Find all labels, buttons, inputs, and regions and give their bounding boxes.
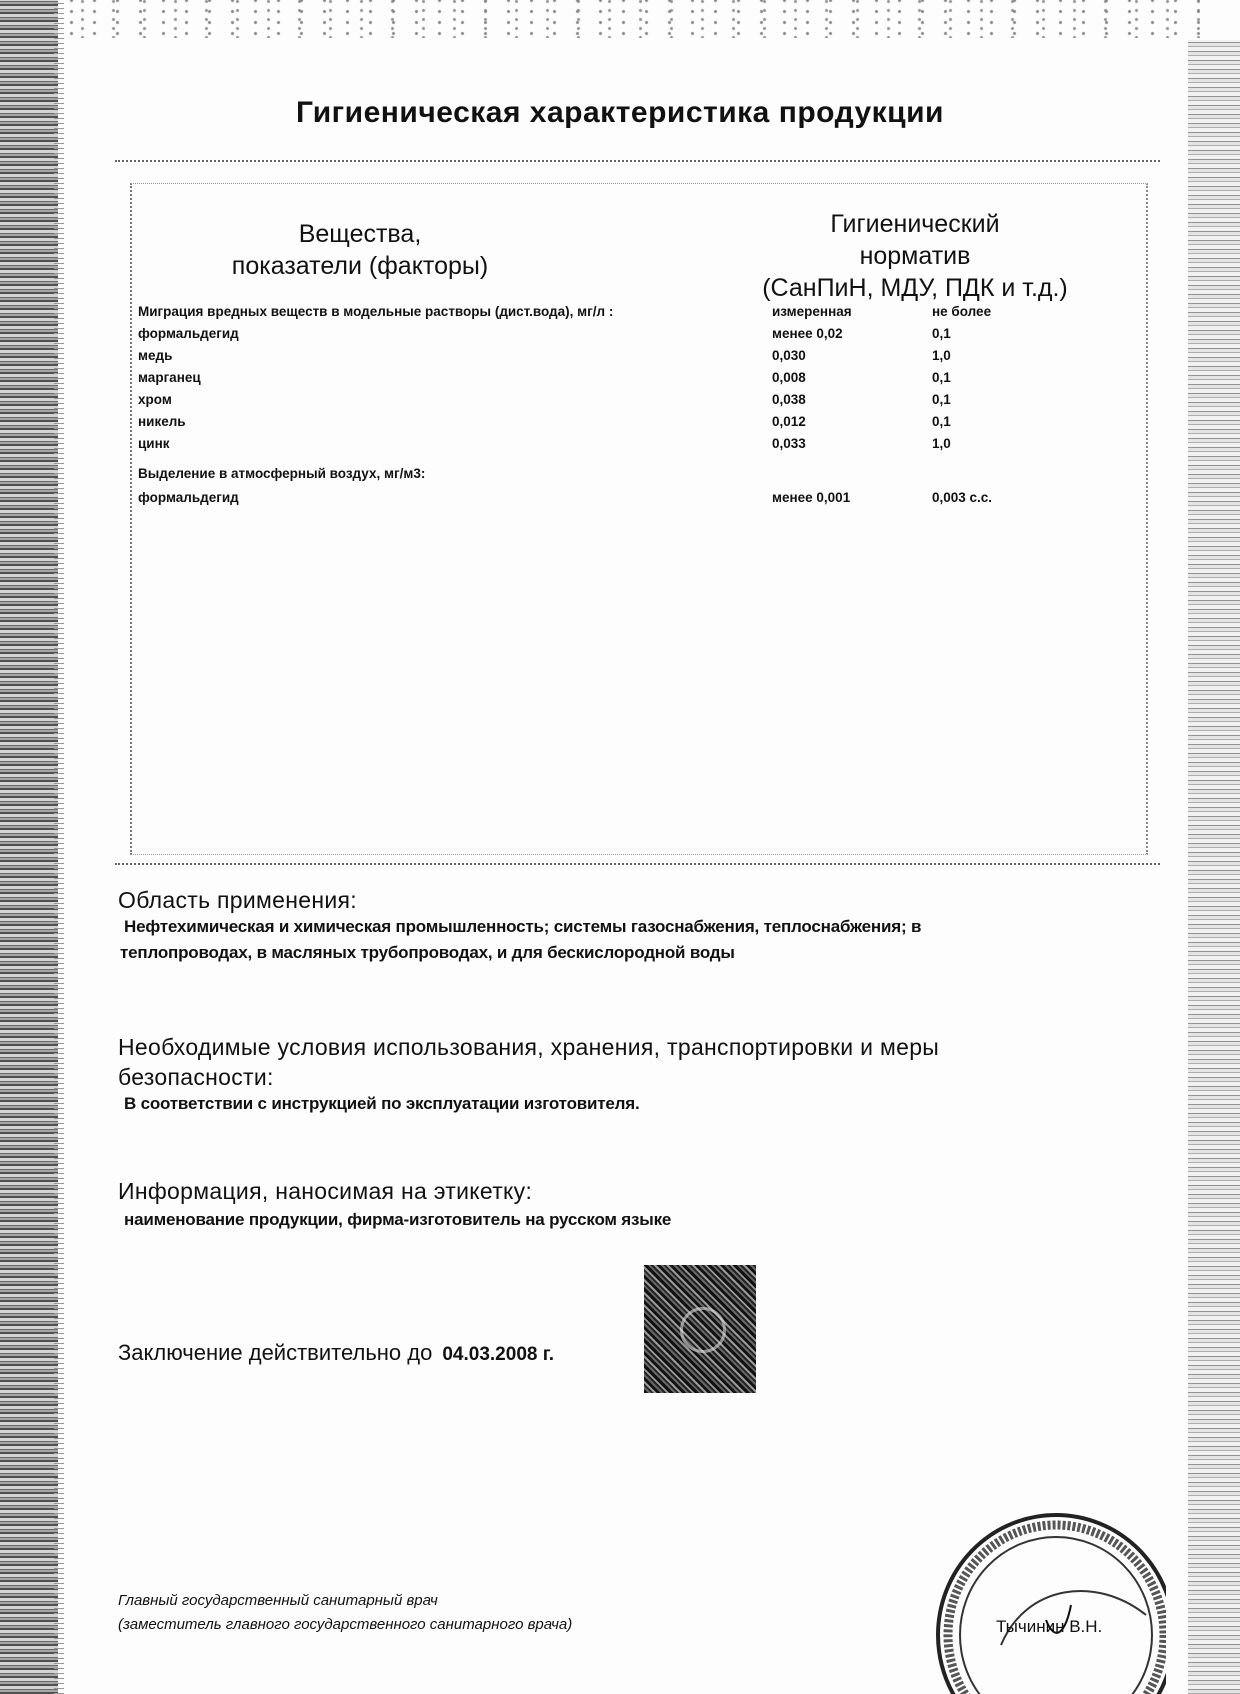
row-substance: цинк (138, 436, 170, 451)
scope-heading: Область применения: (118, 887, 357, 913)
header-right-line-3: (СанПиН, МДУ, ПДК и т.д.) (762, 274, 1068, 302)
table-row (0, 490, 1240, 512)
scan-edge-right (1188, 40, 1240, 1694)
stamp-inner-ring (960, 1537, 1152, 1694)
header-right-line-2: норматив (859, 242, 971, 270)
column-measured: измеренная (772, 304, 852, 319)
validity-statement (118, 1340, 554, 1366)
scan-edge-top (60, 0, 1200, 38)
row-substance: никель (138, 414, 186, 429)
row-substance: формальдегид (138, 326, 239, 341)
label-info-heading: Информация, наносимая на этикетку: (118, 1178, 533, 1204)
conditions-text: В соответствии с инструкцией по эксплуатации изготовителя. (124, 1094, 640, 1113)
row-measured: 0,030 (772, 348, 806, 363)
row-measured: менее 0,001 (772, 490, 851, 505)
header-left-line-1: Вещества, (298, 220, 422, 248)
validity-label: Заключение действительно до (118, 1340, 433, 1365)
signer-title: Главный государственный санитарный врач (118, 1592, 438, 1609)
row-norm: 1,0 (932, 348, 951, 363)
conditions-heading-line-2: безопасности: (118, 1064, 274, 1090)
signer-subtitle: (заместитель главного государственного санитарного врача) (118, 1616, 573, 1633)
table-row (0, 414, 1240, 436)
table-row (0, 436, 1240, 458)
header-left-line-2: показатели (факторы) (231, 252, 489, 280)
row-norm: 0,1 (932, 392, 951, 407)
validity-date: 04.03.2008 г. (442, 1344, 555, 1365)
row-measured: 0,033 (772, 436, 806, 451)
column-norm: не более (932, 304, 992, 319)
conditions-heading-line-1: Необходимые условия использования, хранения, транспортировки и меры (118, 1034, 940, 1060)
row-substance: хром (138, 392, 172, 407)
air-heading: Выделение в атмосферный воздух, мг/м3: (138, 466, 426, 481)
row-measured: 0,008 (772, 370, 806, 385)
scan-edge-left (0, 0, 58, 1694)
table-header-substances (190, 218, 530, 282)
table-row (0, 392, 1240, 414)
scope-line-1: Нефтехимическая и химическая промышленность; системы газоснабжения, теплоснабжения; в (124, 917, 922, 936)
migration-heading: Миграция вредных веществ в модельные растворы (дист.вода), мг/л : (138, 304, 614, 319)
scope-line-2: теплопроводах, в масляных трубопроводах, и для бескислородной воды (120, 943, 735, 962)
official-round-stamp (906, 1495, 1166, 1694)
row-substance: марганец (138, 370, 201, 385)
table-row (0, 370, 1240, 392)
table-row (0, 326, 1240, 348)
table-row (0, 348, 1240, 370)
row-norm: 0,1 (932, 326, 951, 341)
row-measured: 0,012 (772, 414, 806, 429)
row-norm: 0,003 с.с. (932, 490, 993, 505)
row-norm: 1,0 (932, 436, 951, 451)
row-measured: 0,038 (772, 392, 806, 407)
row-norm: 0,1 (932, 414, 951, 429)
table-header-norm (720, 208, 1110, 304)
stamp-text-ring (948, 1525, 1164, 1694)
row-substance: формальдегид (138, 490, 239, 505)
header-right-line-1: Гигиенический (830, 210, 1000, 238)
hologram-stamp (644, 1265, 756, 1393)
label-info-text: наименование продукции, фирма-изготовитель на русском языке (124, 1210, 672, 1229)
row-substance: медь (138, 348, 173, 363)
row-norm: 0,1 (932, 370, 951, 385)
page-title: Гигиеническая характеристика продукции (295, 96, 945, 129)
stamp-signer-name: Тычинин В.Н. (996, 1617, 1103, 1636)
row-measured: менее 0,02 (772, 326, 843, 341)
